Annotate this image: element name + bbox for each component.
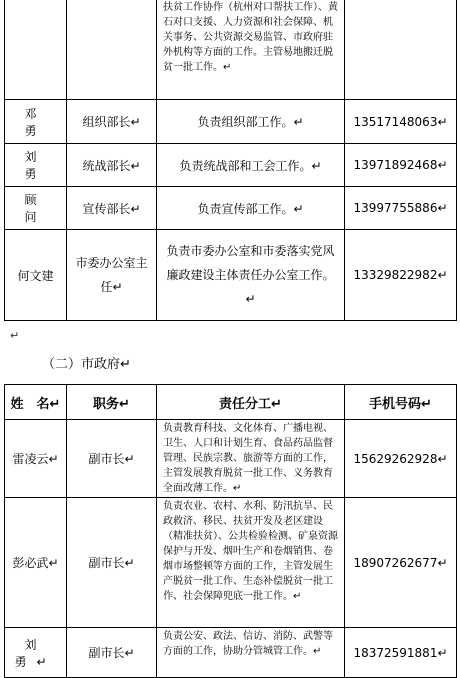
phone-cell: 13997755886↵ bbox=[345, 187, 457, 230]
duty-cell: 负责宣传部工作。↵ bbox=[157, 187, 345, 230]
name-cell bbox=[5, 0, 67, 100]
leaders-table-1 bbox=[4, 0, 457, 321]
position-cell bbox=[67, 0, 157, 100]
phone-cell bbox=[345, 0, 457, 100]
duty-cell: 负责市委办公室和市委落实党风廉政建设主体责任办公室工作。↵ bbox=[157, 230, 345, 321]
table-header-row bbox=[5, 385, 457, 420]
header-duty: 责任分工↵ bbox=[157, 385, 345, 420]
name-cell: 彭必武↵ bbox=[5, 498, 67, 628]
header-phone: 手机号码↵ bbox=[345, 385, 457, 420]
phone-cell: 18372591881↵ bbox=[345, 628, 457, 678]
position-cell: 宣传部长↵ bbox=[67, 187, 157, 230]
table-row bbox=[5, 420, 457, 498]
duty-cell: 负责统战部和工会工作。↵ bbox=[157, 144, 345, 187]
name-cell: 何文建 bbox=[5, 230, 67, 321]
header-name: 姓 名↵ bbox=[5, 385, 67, 420]
phone-cell: 13329822982↵ bbox=[345, 230, 457, 321]
name-cell: 顾 问 bbox=[5, 187, 67, 230]
phone-cell: 13971892468↵ bbox=[345, 144, 457, 187]
position-cell: 组织部长↵ bbox=[67, 100, 157, 144]
duty-cell: 负责公安、政法、信访、消防、武警等方面的工作，协助分管城管工作。↵ bbox=[157, 628, 345, 678]
table-row bbox=[5, 230, 457, 321]
name-cell: 邓 勇 bbox=[5, 100, 67, 144]
position-cell: 副市长↵ bbox=[67, 420, 157, 498]
duty-cell: 负责教育科技、文化体育、广播电视、卫生、人口和计划生育、食品药品监督管理、民族宗教、旅游等方面的工作，主管发展教育脱贫一批工作、义务教育全面改薄工作。↵ bbox=[157, 420, 345, 498]
position-cell: 统战部长↵ bbox=[67, 144, 157, 187]
section-title: （二）市政府↵ bbox=[42, 357, 131, 372]
name-cell: 刘 勇↵ bbox=[5, 628, 67, 678]
phone-cell: 13517148063↵ bbox=[345, 100, 457, 144]
duty-cell: 扶贫工作协作（杭州对口帮扶工作）、黄石对口支援、人力资源和社会保障、机关事务、公共资源交易监管、市政府驻外机构等方面的工作。主管易地搬迁脱贫一批工作。↵ bbox=[157, 0, 345, 100]
table-row bbox=[5, 100, 457, 144]
phone-cell: 15629262928↵ bbox=[345, 420, 457, 498]
table-row bbox=[5, 187, 457, 230]
duty-cell: 负责农业、农村、水利、防汛抗旱、民政救济、移民、扶贫开发及老区建设（精准扶贫）、公共检验检测、矿泉资源保护与开发、烟叶生产和卷烟销售、卷烟市场整顿等方面的工作，主管发展生产脱贫一批工作、生态补偿脱贫一批工作、社会保障兜底一批工作。↵ bbox=[157, 498, 345, 628]
duty-cell: 负责组织部工作。↵ bbox=[157, 100, 345, 144]
leaders-table-2 bbox=[4, 384, 457, 678]
position-cell: 副市长↵ bbox=[67, 628, 157, 678]
table-row bbox=[5, 144, 457, 187]
name-cell: 雷凌云↵ bbox=[5, 420, 67, 498]
position-cell: 市委办公室主任↵ bbox=[67, 230, 157, 321]
header-position: 职务↵ bbox=[67, 385, 157, 420]
paragraph-mark: ↵ bbox=[10, 329, 20, 342]
phone-cell: 18907262677↵ bbox=[345, 498, 457, 628]
table-row bbox=[5, 498, 457, 628]
position-cell: 副市长↵ bbox=[67, 498, 157, 628]
table-row bbox=[5, 0, 457, 100]
name-cell: 刘 勇 bbox=[5, 144, 67, 187]
table-row bbox=[5, 628, 457, 678]
